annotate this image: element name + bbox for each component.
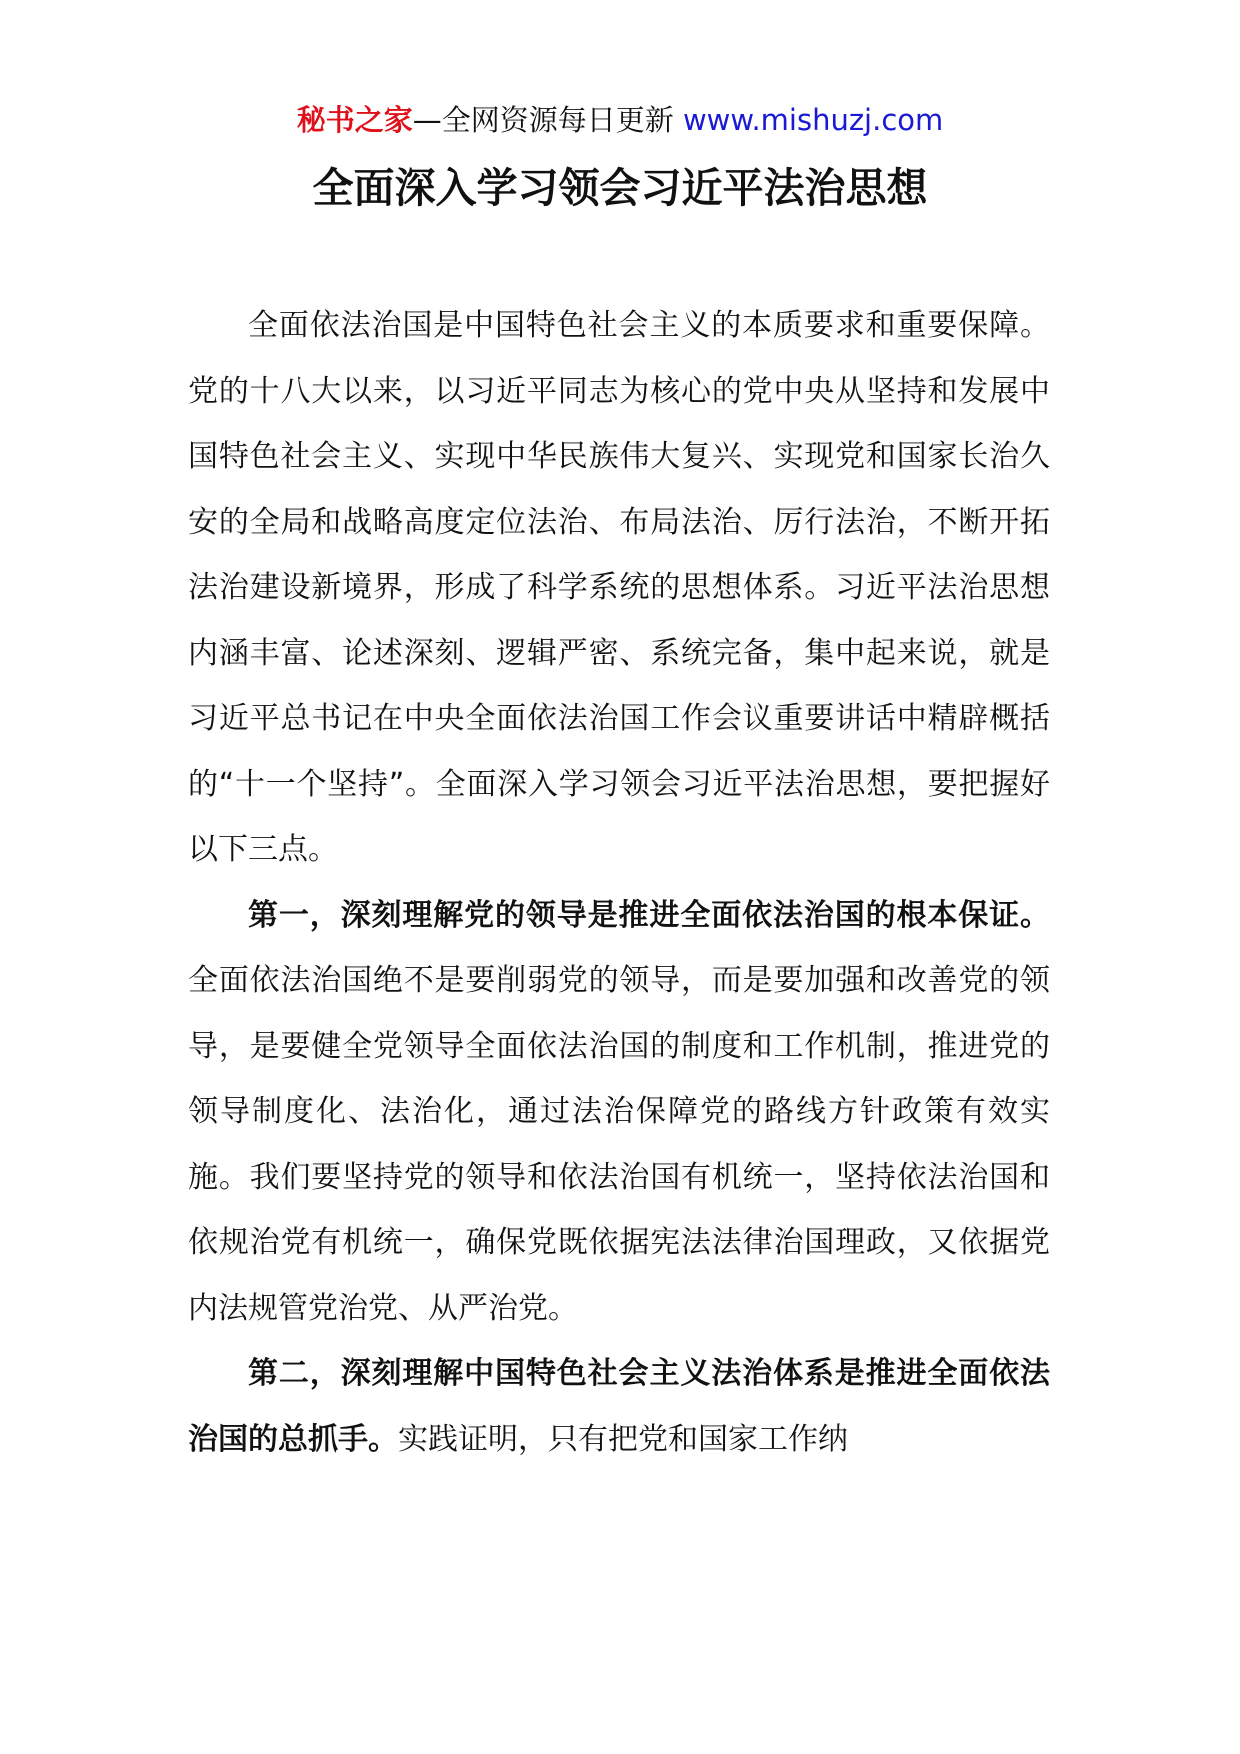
paragraph-lead: 第一，深刻理解党的领导是推进全面依法治国的根本保证。 bbox=[248, 897, 1050, 933]
paragraph-point-one bbox=[188, 883, 1050, 1342]
header-tagline: —全网资源每日更新 bbox=[412, 103, 683, 137]
paragraph-text: 实践证明，只有把党和国家工作纳 bbox=[398, 1421, 848, 1457]
paragraph-intro bbox=[188, 293, 1050, 883]
site-url-link[interactable]: www.mishuzj.com bbox=[682, 103, 944, 137]
document-body bbox=[188, 293, 1050, 1472]
paragraph-lead: 第二，深刻理解中国特色社会主义法治体系是推进全面依法治国的总抓手。 bbox=[188, 1356, 1050, 1457]
paragraph-text: 全面依法治国是中国特色社会主义的本质要求和重要保障。党的十八大以来，以习近平同志为核心的党中央从坚持和发展中国特色社会主义、实现中华民族伟大复兴、实现党和国家长治久安的全局和战略高度定位法治、布局法治、厉行法治，不断开拓法治建设新境界，形成了科学系统的思想体系。习近平法治思想内涵丰富、论述深刻、逻辑严密、系统完备，集中起来说，就是习近平总书记在中央全面依法治国工作会议重要讲话中精辟概括的“十一个坚持”。全面深入学习领会习近平法治思想，要把握好以下三点。 bbox=[188, 308, 1050, 867]
paragraph-text: 全面依法治国绝不是要削弱党的领导，而是要加强和改善党的领导，是要健全党领导全面依法治国的制度和工作机制，推进党的领导制度化、法治化，通过法治保障党的路线方针政策有效实施。我们要坚持党的领导和依法治国有机统一，坚持依法治国和依规治党有机统一，确保党既依据宪法法律治国理政，又依据党内法规管党治党、从严治党。 bbox=[188, 963, 1050, 1326]
document-title: 全面深入学习领会习近平法治思想 bbox=[312, 164, 928, 212]
brand-name: 秘书之家 bbox=[296, 103, 413, 137]
page-header bbox=[0, 100, 1240, 140]
paragraph-point-two bbox=[188, 1341, 1050, 1472]
